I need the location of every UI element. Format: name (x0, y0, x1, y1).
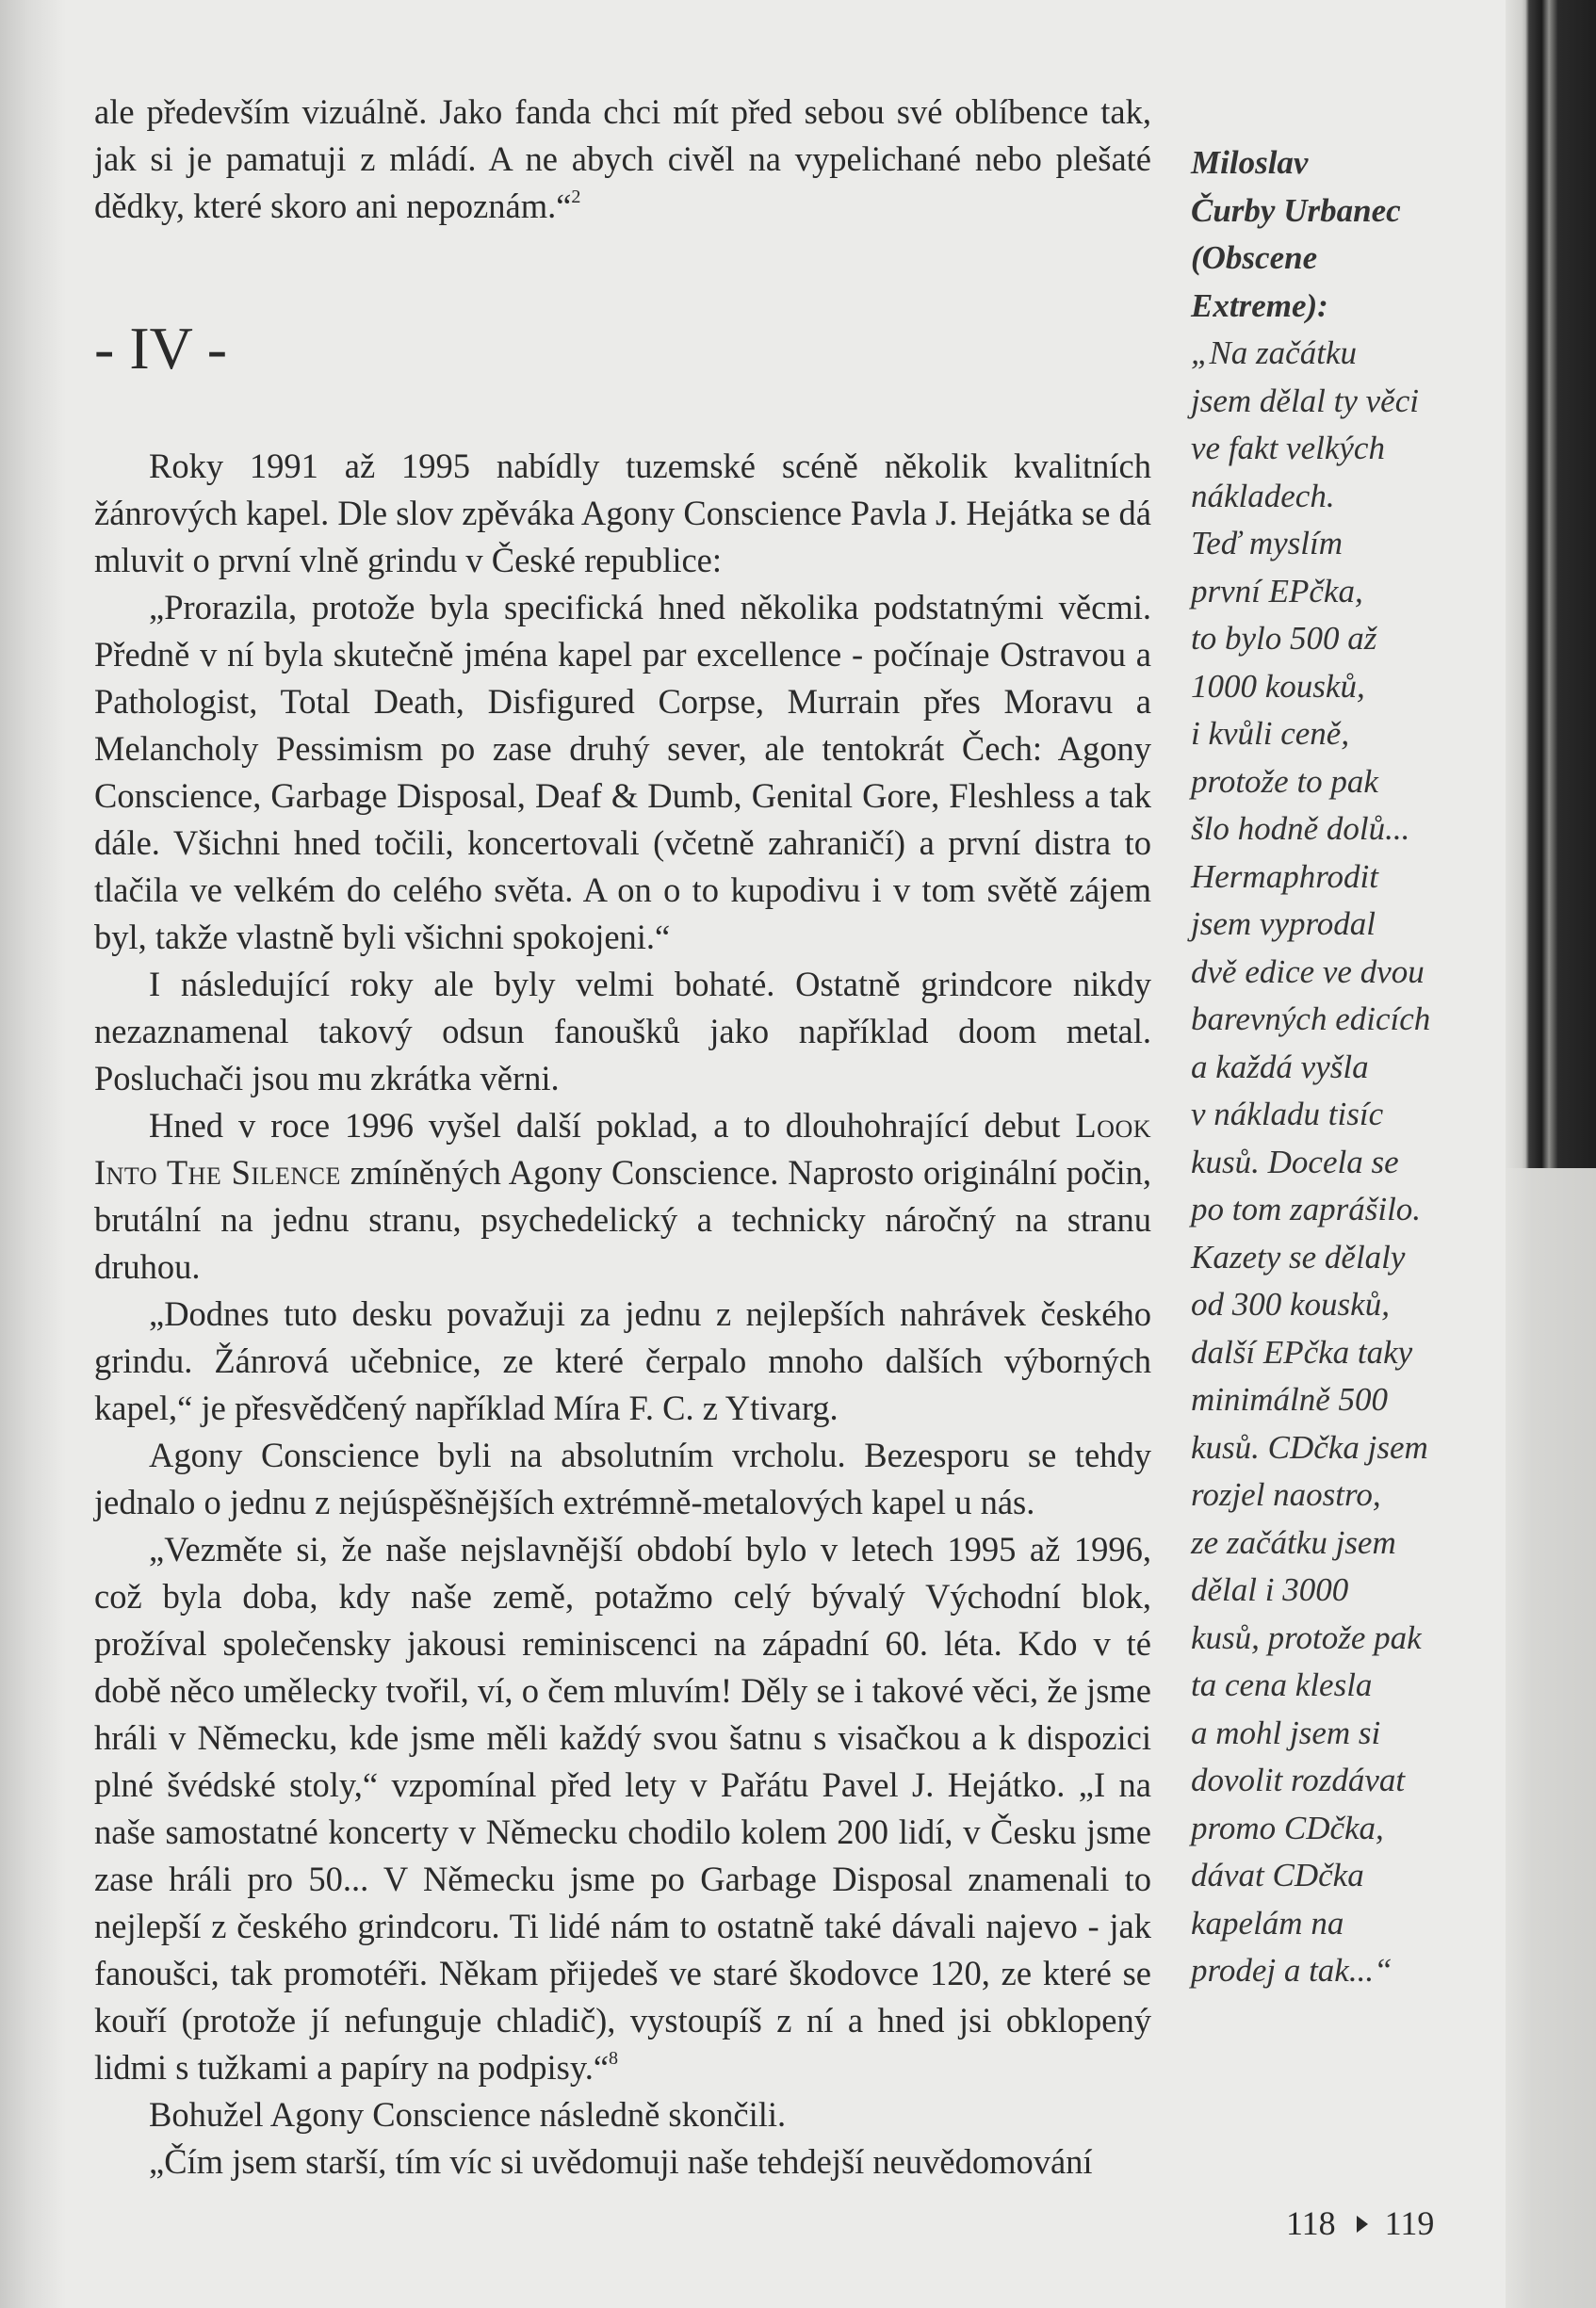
sidebar-quote-line: další EPčka taky (1191, 1333, 1413, 1371)
sidebar-quote-line: a každá vyšla (1191, 1048, 1369, 1085)
sidebar-quote-line: v nákladu tisíc (1191, 1096, 1384, 1132)
sidebar-quote-line: rozjel naostro, (1191, 1476, 1381, 1513)
sidebar-name-line: Miloslav (1191, 144, 1309, 181)
sidebar-quote-line: Kazety se dělaly (1191, 1238, 1406, 1276)
sidebar-quote-line: ta cena klesla (1191, 1666, 1373, 1703)
section-heading: - IV - (94, 315, 227, 382)
paragraph: Bohužel Agony Conscience následně skončili. (149, 2095, 787, 2134)
sidebar-quote-line: dvě edice ve dvou (1191, 952, 1425, 990)
sidebar-quote-line: „Na začátku (1191, 334, 1357, 371)
paragraph: Roky 1991 až 1995 nabídly tuzemské scéně několik kvalitních žánrových kapel. Dle slov zpěváka Agony Conscience Pavla J. Hejátka se dá mluvit o první vlně grindu v České republice: (94, 447, 1152, 579)
sidebar-quote (1191, 139, 1474, 1995)
sidebar-quote-line: jsem vyprodal (1191, 905, 1376, 942)
sidebar-name-line: Čurby Urbanec (1191, 191, 1401, 229)
sidebar-quote-line: dovolit rozdávat (1191, 1762, 1406, 1798)
sidebar-quote-line: i kvůli ceně, (1191, 715, 1350, 752)
paragraph: „Dodnes tuto desku považuji za jednu z nejlepších nahrávek českého grindu. Žánrová učebnice, ze které čerpalo mnoho dalších výborných kapel,“ je přesvědčený například Míra F. C. z Ytivarg. (94, 1294, 1151, 1427)
main-text-column (94, 89, 1151, 2186)
sidebar-quote-line: kapelám na (1191, 1904, 1344, 1942)
sidebar-quote-line: promo CDčka, (1191, 1809, 1384, 1846)
page-numbers (1286, 2204, 1434, 2242)
arrow-right-icon (1357, 2216, 1368, 2233)
sidebar-quote-line: prodej a tak...“ (1191, 1952, 1392, 1989)
sidebar-quote-line: kusů, protože pak (1191, 1618, 1422, 1656)
sidebar-quote-line: kusů. Docela se (1191, 1143, 1399, 1180)
paragraph: I následující roky ale byly velmi bohaté. Ostatně grindcore nikdy nezaznamenal takový odsun fanoušků jako například doom metal. Posluchači jsou mu zkrátka věrni. (94, 965, 1151, 1097)
sidebar-quote-line: barevných edicích (1191, 1000, 1431, 1037)
sidebar-quote-line: šlo hodně dolů... (1191, 810, 1410, 847)
sidebar-quote-line: ze začátku jsem (1191, 1523, 1396, 1561)
paragraph: ale především vizuálně. Jako fanda chci mít před sebou své oblíbence tak, jak si je pamatuji z mládí. A ne abych civěl na vypelichané nebo plešaté dědky, které skoro ani nepoznám.“$^2$ (94, 92, 1151, 225)
sidebar-quote-line: to bylo 500 až (1191, 620, 1377, 657)
sidebar-quote-line: ve fakt velkých (1191, 430, 1385, 466)
sidebar-quote-line: a mohl jsem si (1191, 1714, 1381, 1751)
sidebar-name-line: (Obscene (1191, 239, 1318, 276)
sidebar-quote-line: dávat CDčka (1191, 1857, 1364, 1894)
sidebar-quote-line: kusů. CDčka jsem (1191, 1428, 1428, 1466)
paragraph: Hned v roce 1996 vyšel další poklad, a to dlouhohrající debut Look Into The Silence zmíněných Agony Conscience. Naprosto originální počin, brutální na jednu stranu, psychedelický a technicky náročný na stranu druhou. (94, 1106, 1151, 1286)
sidebar-quote-line: od 300 kousků, (1191, 1286, 1390, 1323)
page-number-left: 118 (1286, 2204, 1336, 2242)
sidebar-quote-line: protože to pak (1191, 762, 1378, 800)
sidebar-quote-line: Hermaphrodit (1191, 857, 1378, 895)
sidebar-name-line: Extreme): (1191, 286, 1328, 324)
sidebar-quote-line: 1000 kousků, (1191, 667, 1365, 705)
paragraph: „Čím jsem starší, tím víc si uvědomuji naše tehdejší neuvědomování (149, 2142, 1093, 2181)
album-title: Look Into The Silence (94, 1106, 1151, 1192)
footnote-ref: 2 (571, 186, 581, 207)
sidebar-quote-line: jsem dělal ty věci (1191, 382, 1419, 419)
sidebar-quote-line: minimálně 500 (1191, 1381, 1389, 1418)
sidebar-quote-line: Teď myslím (1191, 525, 1343, 561)
sidebar-quote-line: první EPčka, (1191, 572, 1363, 610)
page-edge (1506, 0, 1596, 2308)
page-number-right: 119 (1384, 2204, 1435, 2242)
sidebar-quote-line: nákladech. (1191, 477, 1335, 514)
sidebar-quote-line: dělal i 3000 (1191, 1571, 1349, 1608)
paragraph: Agony Conscience byli na absolutním vrcholu. Bezesporu se tehdy jednalo o jednu z nejúspěšnějších extrémně-metalových kapel u nás. (94, 1436, 1151, 1521)
binding-shadow (0, 0, 66, 2308)
sidebar-quote-line: po tom zaprášilo. (1191, 1191, 1422, 1227)
footnote-ref: 8 (609, 2047, 619, 2069)
paragraph: „Vezměte si, že naše nejslavnější období bylo v letech 1995 až 1996, což byla doba, kdy naše země, potažmo celý bývalý Východní blok, prožíval společensky jakousi reminiscenci na západní 60. léta. Kdo v té době něco umělecky tvořil, ví, o čem mluvím! Děly se i takové věci, že jsme hráli v Německu, kde jsme měli každý svou šatnu s visačkou a k dispozici plné švédské stoly,“ vzpomínal před lety v Pařátu Pavel J. Hejátko. „I na naše samostatné koncerty v Německu chodilo kolem 200 lidí, v Česku jsme zase hráli pro 50... V Německu jsme po Garbage Disposal znamenali to nejlepší z českého grindcoru. Ti lidé nám to ostatně také dávali najevo - jak fanoušci, tak promotéři. Někam přijedeš ve staré škodovce 120, ze které se kouří (protože jí nefunguje chladič), vystoupíš z ní a hned jsi obklopený lidmi s tužkami a papíry na podpisy.“$^8$ (94, 1530, 1151, 2087)
paragraph: „Prorazila, protože byla specifická hned několika podstatnými věcmi. Předně v ní byla skutečně jména kapel par excellence - počínaje Ostravou a Pathologist, Total Death, Disfigured Corpse, Murrain přes Moravu a Melancholy Pessimism po zase druhý sever, ale tentokrát Čech: Agony Conscience, Garbage Disposal, Deaf & Dumb, Genital Gore, Fleshless a tak dále. Všichni hned točili, koncertovali (včetně zahraničí) a první distra to tlačila ve velkém do celého světa. A on o to kupodivu i v tom světě zájem byl, takže vlastně byli všichni spokojeni.“ (94, 588, 1151, 956)
